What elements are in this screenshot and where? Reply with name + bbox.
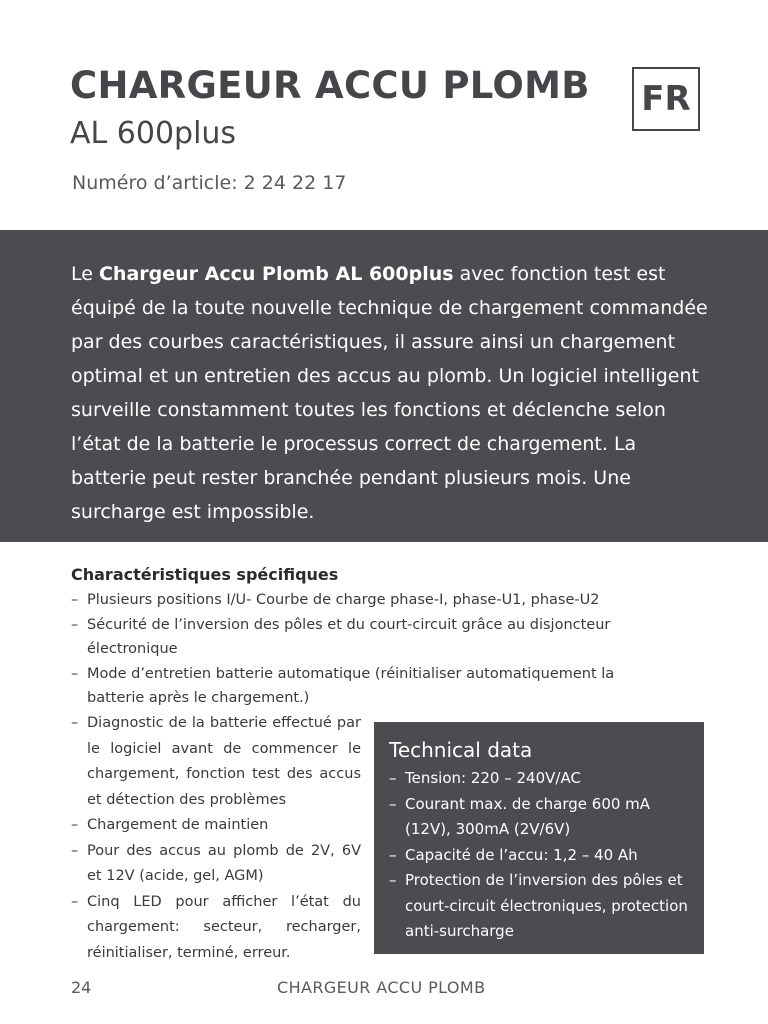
feature-text: Diagnostic de la batterie effectué par le logiciel avant de commencer le chargement, fonction test des accus et détection des problèmes [87,715,361,808]
footer-title: CHARGEUR ACCU PLOMB [277,978,486,997]
intro-panel [0,230,768,542]
technical-data-title: Technical data [389,738,533,762]
technical-data-box [374,722,704,954]
list-item: – Pour des accus au plomb de 2V, 6V et 12V (acide, gel, AGM) [71,842,361,884]
list-item: – Cinq LED pour afficher l’état du chargement: secteur, recharger, réinitialiser, terminé, erreur. [71,893,361,961]
intro-paragraph [71,257,708,529]
list-item: – Courant max. de charge 600 mA (12V), 300mA (2V/6V) [389,794,651,838]
feature-text: Mode d’entretien batterie automatique (réinitialiser automatiquement la batterie après le chargement.) [87,665,615,706]
feature-text: Pour des accus au plomb de 2V, 6V et 12V (acide, gel, AGM) [87,842,361,884]
list-item: – Chargement de maintien [71,817,269,833]
features-list [71,588,671,711]
spec-text: Tension: 220 – 240V/AC [405,769,581,787]
spec-text: Capacité de l’accu: 1,2 – 40 Ah [405,845,638,864]
list-item: – Capacité de l’accu: 1,2 – 40 Ah [389,845,638,864]
intro-prefix: Le [71,263,99,285]
features-list-continued [71,711,361,966]
article-number: Numéro d’article: 2 24 22 17 [72,172,347,194]
page-number: 24 [71,978,92,997]
list-item: – Diagnostic de la batterie effectué par le logiciel avant de commencer le chargement, fonction test des accus et détection des problèmes [71,715,361,808]
product-model: AL 600plus [70,116,237,151]
technical-data-list [389,766,692,945]
language-badge: FR [632,67,700,131]
spec-text: Courant max. de charge 600 mA (12V), 300mA (2V/6V) [405,794,651,838]
intro-product-name: Chargeur Accu Plomb AL 600plus [98,263,454,285]
feature-text: Plusieurs positions I/U- Courbe de charge phase-I, phase-U1, phase-U2 [87,592,600,608]
list-item: – Sécurité de l’inversion des pôles et du court-circuit grâce au disjoncteur électronique [71,616,611,657]
intro-text: avec fonction test est équipé de la toute nouvelle technique de chargement commandée par des courbes caractéristiques, il assure ainsi un chargement optimal et un entretien des accus au plomb. Un logiciel intelligent surveille constamment toutes les fonctions et déclenche selon l’état de la batterie le processus correct de chargement. La batterie peut rester branchée pendant plusieurs mois. Une surcharge est impossible. [71,263,708,523]
list-item: – Mode d’entretien batterie automatique (réinitialiser automatiquement la batterie après le chargement.) [71,665,615,706]
list-item: – Protection de l’inversion des pôles et court-circuit électroniques, protection anti-surcharge [389,871,688,940]
feature-text: Chargement de maintien [87,817,269,833]
list-item: – Tension: 220 – 240V/AC [389,769,581,787]
feature-text: Cinq LED pour afficher l’état du chargement: secteur, recharger, réinitialiser, terminé, erreur. [87,893,361,961]
spec-text: Protection de l’inversion des pôles et court-circuit électroniques, protection anti-surcharge [405,871,688,940]
feature-text: Sécurité de l’inversion des pôles et du court-circuit grâce au disjoncteur électronique [87,616,611,657]
features-heading: Charactéristiques spécifiques [71,565,339,584]
page-title: CHARGEUR ACCU PLOMB [70,64,590,107]
list-item: – Plusieurs positions I/U- Courbe de charge phase-I, phase-U1, phase-U2 [71,592,600,608]
